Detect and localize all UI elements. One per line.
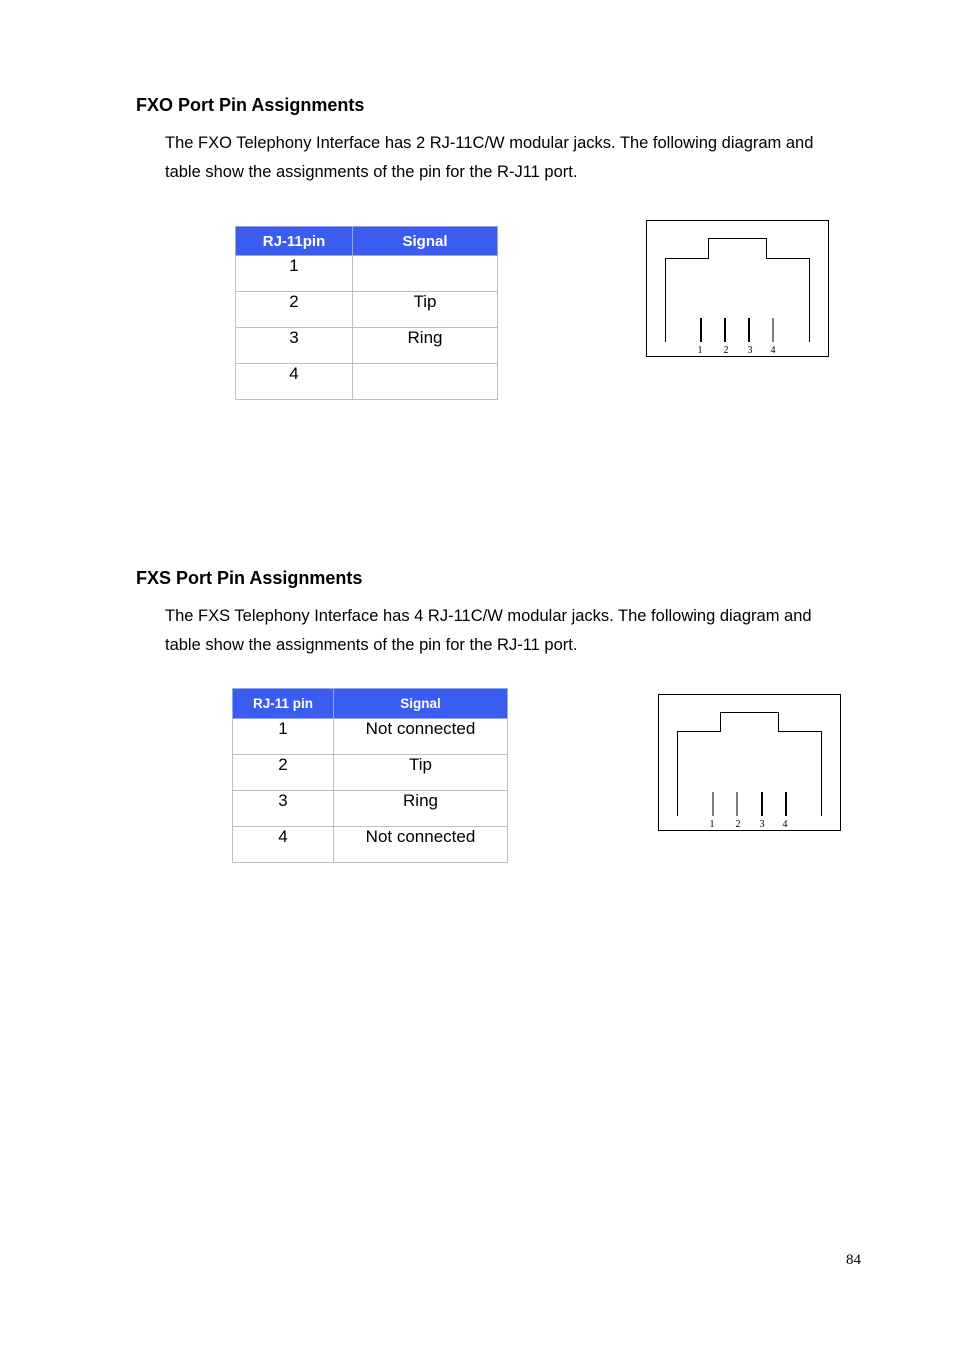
fxs-heading: FXS Port Pin Assignments xyxy=(136,568,363,588)
fxs-rj11-diagram xyxy=(658,694,842,833)
table-row xyxy=(236,328,498,364)
table-row xyxy=(233,827,508,863)
pin-cell: 2 xyxy=(233,755,334,791)
page-number: 84 xyxy=(846,1252,861,1268)
pin-label: 3 xyxy=(759,819,765,830)
fxo-pin-table xyxy=(235,226,498,400)
pin-cell: 1 xyxy=(233,719,334,755)
pin-cell: 4 xyxy=(233,827,334,863)
fxo-col-header-signal: Signal xyxy=(353,227,498,256)
pin-label: 3 xyxy=(747,345,753,356)
table-row xyxy=(236,292,498,328)
signal-cell: Not connected xyxy=(334,827,508,863)
signal-cell: Not connected xyxy=(334,719,508,755)
pin-label: 2 xyxy=(723,345,729,356)
signal-cell: Ring xyxy=(334,791,508,827)
pin-label: 4 xyxy=(782,819,788,830)
signal-cell: Tip xyxy=(334,755,508,791)
signal-cell xyxy=(353,364,498,400)
fxs-col-header-signal: Signal xyxy=(334,689,508,719)
fxo-description-line-1: The FXO Telephony Interface has 2 RJ-11C/W modular jacks. The following diagram and xyxy=(165,134,814,152)
pin-cell: 1 xyxy=(236,256,353,292)
fxs-col-header-pin: RJ-11 pin xyxy=(233,689,334,719)
pin-label: 4 xyxy=(770,345,776,356)
pin-label: 2 xyxy=(735,819,741,830)
fxs-pin-table xyxy=(232,688,508,863)
table-row xyxy=(236,256,498,292)
pin-cell: 3 xyxy=(236,328,353,364)
fxo-col-header-pin: RJ-11pin xyxy=(236,227,353,256)
fxo-rj11-diagram xyxy=(646,220,830,359)
pin-label: 1 xyxy=(697,345,703,356)
table-row xyxy=(236,364,498,400)
fxs-description-line-1: The FXS Telephony Interface has 4 RJ-11C/W modular jacks. The following diagram and xyxy=(165,607,812,625)
fxs-description-line-2: table show the assignments of the pin for the RJ-11 port. xyxy=(165,635,578,654)
fxo-description xyxy=(165,129,885,186)
pin-label: 1 xyxy=(709,819,715,830)
fxo-heading: FXO Port Pin Assignments xyxy=(136,95,365,115)
table-row xyxy=(233,791,508,827)
signal-cell: Tip xyxy=(353,292,498,328)
table-row xyxy=(233,755,508,791)
pin-cell: 4 xyxy=(236,364,353,400)
signal-cell: Ring xyxy=(353,328,498,364)
fxo-description-line-2: table show the assignments of the pin for the R-J11 port. xyxy=(165,162,578,181)
table-row xyxy=(233,719,508,755)
fxs-description xyxy=(165,602,885,659)
pin-cell: 2 xyxy=(236,292,353,328)
pin-cell: 3 xyxy=(233,791,334,827)
signal-cell xyxy=(353,256,498,292)
